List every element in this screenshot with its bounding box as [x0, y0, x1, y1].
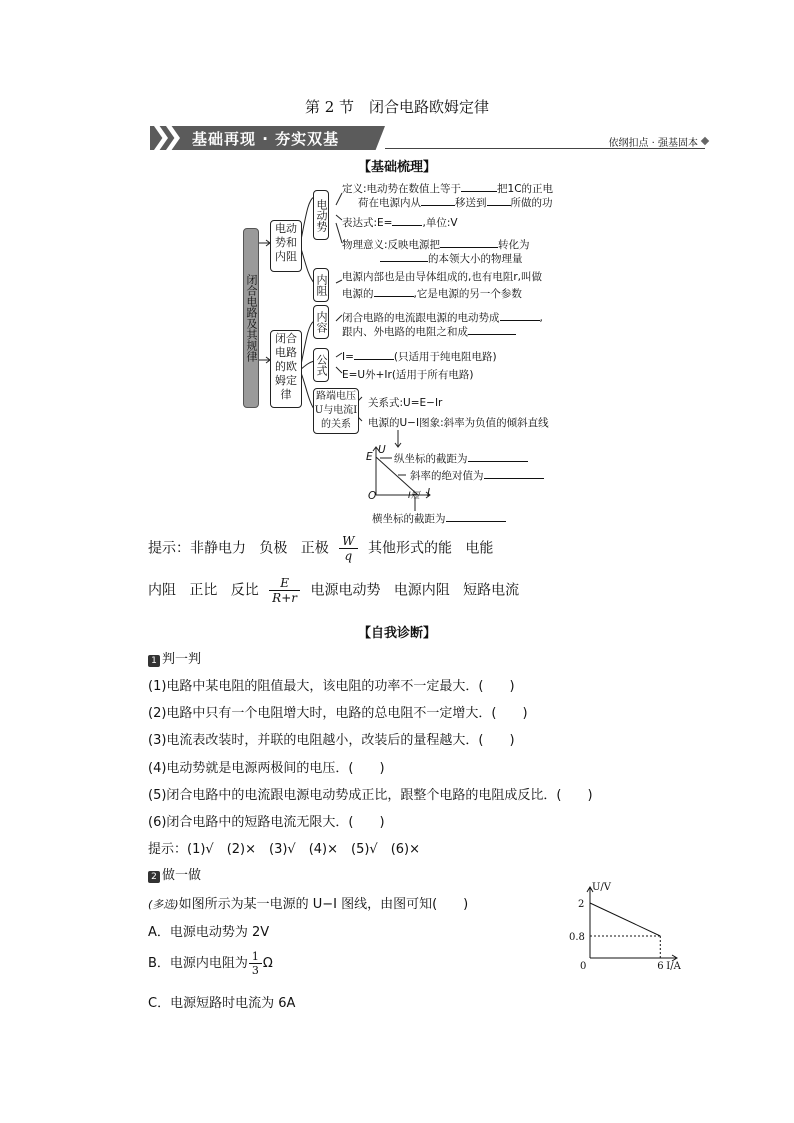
blank: [380, 250, 428, 262]
hint-answer: 短路电流: [463, 582, 520, 599]
emf-expression: [342, 214, 458, 230]
hint-answer: 内阻: [148, 582, 176, 599]
mini-graph-i-label: I: [427, 487, 431, 499]
judge-item: (6)闭合电路中的短路电流无限大．( ): [148, 815, 385, 830]
hint-answer: 电源电动势: [310, 582, 381, 599]
intercept-x-line: [372, 510, 506, 526]
blank: [446, 510, 506, 522]
y-tick-label: 0.8: [569, 932, 585, 943]
emf-meaning-2: [380, 250, 523, 266]
hint-answer: 电源内阻: [393, 582, 450, 599]
mini-graph-u-label: U: [378, 444, 386, 456]
section-heading-basics: 【基础梳理】: [357, 160, 436, 175]
graph-desc-line: 电源的U−I图象:斜率为负值的倾斜直线: [368, 417, 549, 429]
series-line: [590, 903, 660, 936]
mini-graph-ishort-label: I短: [408, 491, 420, 501]
emf-expr-text: 表达式:E=: [342, 217, 393, 229]
tree-root: 闭合电路及其规律: [243, 228, 259, 408]
fraction-denominator: q: [344, 549, 353, 563]
emf-def-text: 定义:电动势在数值上等于: [342, 183, 462, 195]
x-tick-label: 0: [580, 961, 587, 972]
banner-subtitle: 依纲扣点 · 强基固本: [608, 138, 698, 149]
fraction-numerator: W: [339, 534, 357, 549]
diamond-icon: [701, 137, 709, 145]
practice-question: [148, 893, 468, 912]
tree-node-emf: 电动势: [313, 190, 329, 240]
question-tag: (多选): [148, 898, 179, 911]
emf-def-text: 荷在电源内从: [358, 197, 421, 209]
option-b: [148, 950, 273, 977]
emf-def-text: 所做的功: [510, 197, 553, 209]
hint-answer: 其他形式的能: [367, 540, 452, 557]
judge-answer: 提示：(1)√ (2)× (3)√ (4)× (5)√ (6)×: [148, 842, 421, 857]
tree-node-content: 内容: [313, 305, 329, 339]
banner-title: 基础再现 · 夯实双基: [192, 130, 340, 148]
emf-def-text: 移送到: [455, 197, 487, 209]
judge-item: (5)闭合电路中的电流跟电源电动势成正比，跟整个电路的电阻成反比．( ): [148, 788, 593, 803]
formula-line-1: [342, 348, 497, 364]
hint-answer: 正极: [300, 540, 329, 557]
practice-header: [148, 864, 201, 883]
intercept-y-line: [394, 450, 528, 466]
content-text: 跟内、外电路的电阻之和成: [342, 326, 468, 338]
y-tick-label: 2: [578, 899, 585, 910]
option-b-text: B．电源内电阻为: [148, 956, 248, 971]
blank: [468, 323, 516, 335]
fraction-w-over-q: [339, 534, 357, 563]
hint-line-1: [148, 534, 493, 563]
formula-text: (只适用于纯电阻电路): [393, 351, 497, 363]
content-text: ,: [539, 312, 543, 324]
hint-answer: 反比: [230, 582, 259, 599]
slope-line: [410, 467, 544, 483]
emf-meaning-text: 的本领大小的物理量: [428, 253, 523, 265]
internal-text: ,它是电源的另一个参数: [413, 288, 522, 300]
intercept-y-text: 纵坐标的截距为: [394, 453, 468, 465]
judge-header-text: 判一判: [162, 652, 202, 667]
blank: [461, 180, 497, 192]
judge-item: (4)电动势就是电源两极间的电压．( ): [148, 761, 385, 776]
emf-expr-text: ,单位:V: [422, 217, 458, 229]
formula-text: I=: [342, 351, 354, 363]
intercept-x-text: 横坐标的截距为: [372, 513, 446, 525]
hint-line-2: [148, 576, 519, 605]
page-title: 第 2 节 闭合电路欧姆定律: [304, 98, 490, 116]
x-tick-label: 6: [657, 961, 664, 972]
content-line-2: [342, 323, 516, 339]
y-axis-label: U/V: [592, 882, 612, 893]
hint-answer: 电能: [465, 540, 494, 557]
tree-node-internal: 内阻: [313, 268, 329, 302]
internal-text: 电源的: [342, 288, 374, 300]
hint-answer: 非静电力: [190, 540, 246, 557]
judge-item: (1)电路中某电阻的阻值最大，该电阻的功率不一定最大．( ): [148, 679, 515, 694]
blank: [392, 214, 422, 226]
hint-answer: 正比: [189, 582, 218, 599]
blank: [468, 450, 528, 462]
blank: [500, 309, 540, 321]
fraction-e-over-rr: [269, 576, 300, 605]
emf-meaning-text: 转化为: [498, 239, 530, 251]
section-banner: [150, 126, 710, 152]
ui-chart: [568, 882, 688, 972]
section-heading-diagnosis: 【自我诊断】: [357, 626, 436, 641]
relation-line: 关系式:U=E−Ir: [368, 397, 443, 409]
tree-branch-ohm-law: 闭合电路的欧姆定律: [270, 330, 302, 408]
fraction-denominator: R+r: [272, 591, 297, 605]
emf-definition-2: [358, 194, 553, 210]
internal-line-1: 电源内部也是由导体组成的,也有电阻r,叫做: [342, 271, 542, 283]
content-text: 闭合电路的电流跟电源的电动势成: [342, 312, 500, 324]
emf-def-text: 把1C的正电: [497, 183, 554, 195]
internal-line-2: [342, 285, 522, 301]
option-b-fraction: [249, 950, 262, 977]
hint-answer: 负极: [259, 540, 288, 557]
practice-header-text: 做一做: [162, 868, 202, 883]
option-a: A．电源电动势为 2V: [148, 925, 270, 940]
option-b-unit: Ω: [262, 956, 273, 971]
x-axis-label: I/A: [666, 961, 681, 972]
question-text: 如图所示为某一电源的 U−I 图线，由图可知( ): [178, 897, 469, 912]
judge-item: (2)电路中只有一个电阻增大时，电路的总电阻不一定增大．( ): [148, 706, 528, 721]
option-c: C．电源短路时电流为 6A: [148, 996, 296, 1011]
blank: [421, 194, 455, 206]
blank: [487, 194, 511, 206]
tree-node-terminal: 路端电压U与电流I的关系: [313, 388, 359, 434]
judge-item: (3)电流表改装时，并联的电阻越小，改装后的量程越大．( ): [148, 733, 515, 748]
badge-number: 2: [148, 871, 160, 883]
fraction-numerator: E: [269, 576, 300, 591]
tree-node-formula: 公式: [313, 348, 329, 382]
slope-text: 斜率的绝对值为: [410, 470, 484, 482]
fraction-numerator: 1: [249, 950, 262, 964]
fraction-denominator: 3: [251, 964, 259, 977]
hint-label: 提示：: [148, 540, 190, 557]
tree-branch-emf-internal: 电动势和内阻: [270, 220, 302, 272]
mini-graph-origin: O: [368, 490, 377, 502]
badge-number: 1: [148, 655, 160, 667]
blank: [484, 467, 544, 479]
judge-header: [148, 648, 201, 667]
formula-line-2: E=U外+Ir(适用于所有电路): [342, 369, 474, 381]
blank: [374, 285, 414, 297]
mini-graph-e-label: E: [366, 451, 373, 463]
blank: [440, 236, 498, 248]
blank: [354, 348, 394, 360]
emf-meaning-text: 物理意义:反映电源把: [342, 239, 441, 251]
